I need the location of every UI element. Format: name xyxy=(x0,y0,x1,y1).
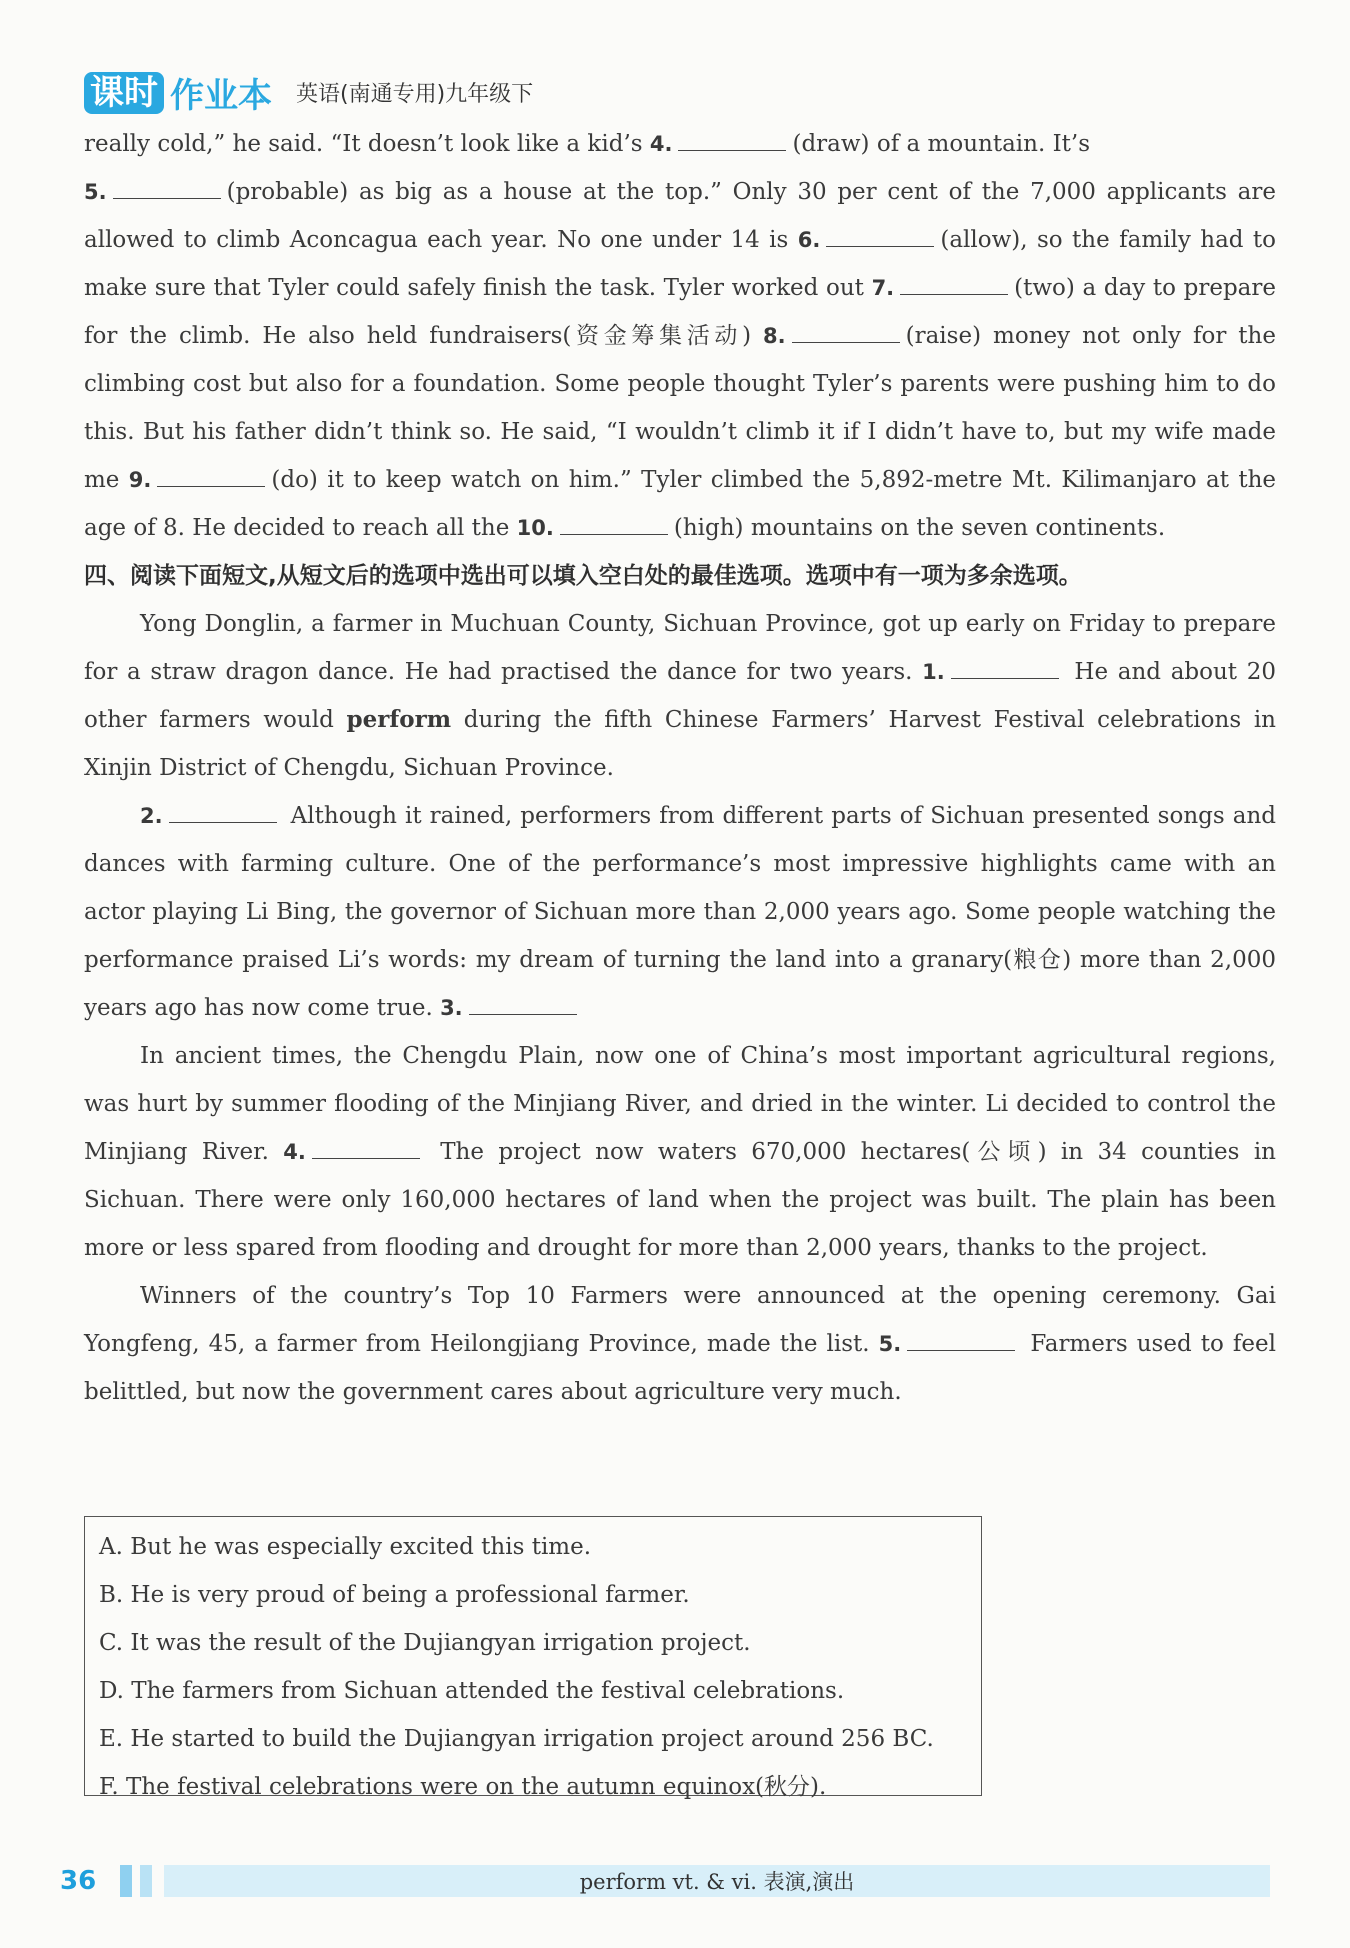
footer-bar-decoration xyxy=(120,1865,132,1897)
text: (do) it to keep watch on him.” Tyler climbed the 5,892-metre Mt. Kilimanjaro at the age of 8. He decided to reach all the xyxy=(84,467,1277,541)
answer-blank[interactable] xyxy=(169,802,277,823)
text: really cold,” he said. “It doesn’t look like a kid’s xyxy=(84,131,650,157)
answer-blank[interactable] xyxy=(312,1138,420,1159)
blank-number: 8. xyxy=(763,324,786,348)
option-a[interactable]: A. But he was especially excited this time. xyxy=(99,1534,592,1560)
text: Although it rained, performers from different parts of Sichuan presented songs and dances with farming culture. One of the performance’s most impressive highlights came with an actor playing Li Bing, the governor of Sichuan more than 2,000 years ago. Some people watching the performance praised Li’s words: my dream of turning the land into a granary(粮仓) more than 2,000 years ago has now come true. xyxy=(84,803,1276,1021)
section-title: 四、阅读下面短文,从短文后的选项中选出可以填入空白处的最佳选项。选项中有一项为多余选项。 xyxy=(84,563,1082,589)
answer-blank[interactable] xyxy=(907,1330,1015,1351)
text: (raise) money not only for the climbing cost but also for a foundation. Some people thought Tyler’s parents were pushing him to do this. But his father didn’t think so. He said, “I wouldn’t climb it if I didn’t have to, but my wife made me xyxy=(84,323,1276,493)
brand-logo xyxy=(84,68,272,117)
paragraph-4 xyxy=(84,1272,1276,1416)
blank-number: 4. xyxy=(283,1140,306,1164)
text: Yong Donglin, a farmer in Muchuan County, Sichuan Province, got up early on Friday to prepare for a straw dragon dance. He had practised the dance for two years. xyxy=(84,611,1276,685)
text: (draw) of a mountain. It’s xyxy=(792,131,1091,157)
logo-box: 课时 xyxy=(84,72,164,114)
answer-blank[interactable] xyxy=(678,130,786,151)
text: The project now waters 670,000 hectares(公顷) in 34 counties in Sichuan. There were only 160,000 hectares of land when the project was built. The plain has been more or less spared from flooding and drought for more than 2,000 years, thanks to the project. xyxy=(84,1139,1276,1261)
page-number: 36 xyxy=(60,1866,97,1896)
vocabulary-note xyxy=(164,1865,1270,1897)
text: during the fifth Chinese Farmers’ Harvest Festival celebrations in Xinjin District of Chengdu, Sichuan Province. xyxy=(84,707,1276,781)
option-f[interactable]: F. The festival celebrations were on the autumn equinox(秋分). xyxy=(99,1774,827,1800)
blank-number: 4. xyxy=(649,132,673,156)
text: (high) mountains on the seven continents. xyxy=(673,515,1166,541)
blank-number: 3. xyxy=(440,996,463,1020)
text: In ancient times, the Chengdu Plain, now one of China’s most important agricultural regions, was hurt by summer flooding of the Minjiang River, and dried in the winter. Li decided to control the Minjiang River. xyxy=(84,1043,1276,1165)
text: He and about 20 other farmers would xyxy=(84,659,1276,733)
option-d[interactable]: D. The farmers from Sichuan attended the festival celebrations. xyxy=(99,1678,845,1704)
paragraph-tyler xyxy=(84,120,1276,552)
answer-blank[interactable] xyxy=(792,322,900,343)
blank-number: 10. xyxy=(516,516,554,540)
paragraph-3 xyxy=(84,1032,1276,1272)
logo-text: 作业本 xyxy=(170,76,272,116)
option-b[interactable]: B. He is very proud of being a professional farmer. xyxy=(99,1582,690,1608)
answer-blank[interactable] xyxy=(157,466,265,487)
options-box xyxy=(84,1516,982,1800)
answer-blank[interactable] xyxy=(951,658,1059,679)
page-footer xyxy=(60,1858,1270,1904)
blank-number: 2. xyxy=(140,804,163,828)
option-e[interactable]: E. He started to build the Dujiangyan irrigation project around 256 BC. xyxy=(99,1726,934,1752)
text: (probable) as big as a house at the top.” Only 30 per cent of the 7,000 applicants are allowed to climb Aconcagua each year. No one under 14 is xyxy=(84,179,1276,253)
blank-number: 9. xyxy=(128,468,152,492)
answer-blank[interactable] xyxy=(826,226,934,247)
paragraph-1 xyxy=(84,600,1276,792)
text: (two) a day to prepare for the climb. He also held fundraisers(资金筹集活动) xyxy=(84,275,1276,349)
text: Farmers used to feel belittled, but now the government cares about agriculture very much. xyxy=(84,1331,1276,1405)
blank-number: 5. xyxy=(878,1332,902,1356)
page-content xyxy=(84,120,1276,1416)
blank-number: 6. xyxy=(797,228,821,252)
text: (allow), so the family had to make sure that Tyler could safely finish the task. Tyler worked out xyxy=(84,227,1276,301)
page-header xyxy=(84,68,533,117)
blank-number: 1. xyxy=(922,660,945,684)
blank-number: 5. xyxy=(84,180,107,204)
key-word: perform xyxy=(346,706,452,733)
text: Winners of the country’s Top 10 Farmers were announced at the opening ceremony. Gai Yongfeng, 45, a farmer from Heilongjiang Province, made the list. xyxy=(84,1283,1276,1357)
answer-blank[interactable] xyxy=(560,514,668,535)
answer-blank[interactable] xyxy=(900,274,1008,295)
blank-number: 7. xyxy=(871,276,895,300)
answer-blank[interactable] xyxy=(113,178,221,199)
paragraph-2 xyxy=(84,792,1276,1032)
book-subtitle: 英语(南通专用)九年级下 xyxy=(296,82,534,107)
vocabulary-note-text: perform vt. & vi. 表演,演出 xyxy=(579,1870,855,1894)
footer-bar-decoration xyxy=(140,1865,152,1897)
answer-blank[interactable] xyxy=(469,994,577,1015)
option-c[interactable]: C. It was the result of the Dujiangyan irrigation project. xyxy=(99,1630,751,1656)
